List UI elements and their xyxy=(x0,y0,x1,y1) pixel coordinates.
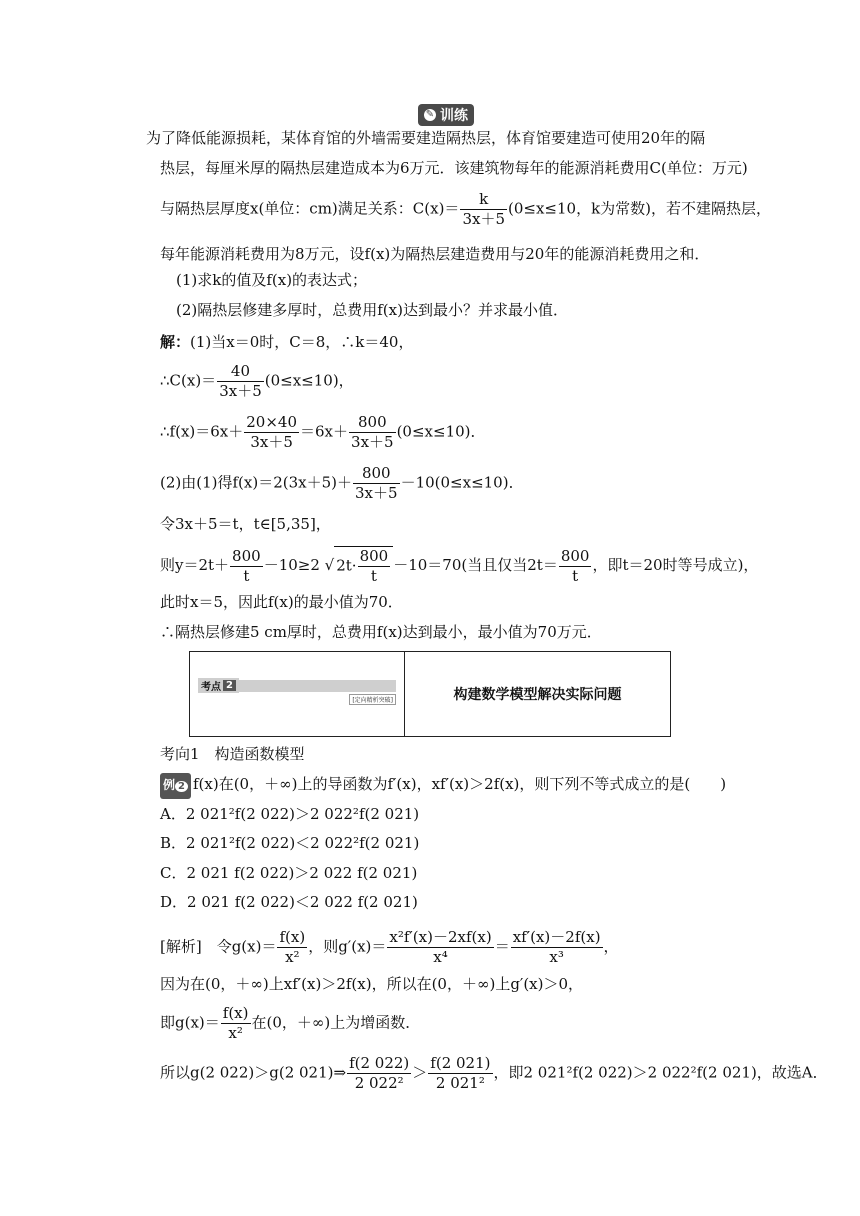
question-1: (1)求k的值及f(x)的表达式； xyxy=(176,271,368,289)
section-title: 构建数学模型解决实际问题 xyxy=(453,687,622,703)
kaodian-label: 考点 2 xyxy=(198,678,239,693)
solution-line: 则y＝2t＋ $\frac{800}{t}$ －10≥2 √ 2t· $\frac{800}{t}$ －10＝70(当且仅当2t＝ $\frac{800}{t}$ ，即t＝20时等号成立)， xyxy=(160,546,759,585)
solution-line: ∴隔热层修建5 cm厚时，总费用f(x)达到最小，最小值为70万元． xyxy=(160,623,602,641)
example-tag: 例 2 xyxy=(160,773,191,799)
solution-line: 解：(1)当x＝0时，C＝8，∴k＝40， xyxy=(160,333,414,351)
problem-line: 每年能源消耗费用为8万元，设f(x)为隔热层建造费用与20年的能源消耗费用之和． xyxy=(160,245,710,263)
problem-line: 与隔热层厚度x(单位：cm)满足关系：C(x)＝ $\frac{k}{3x+5}$ (0≤x≤10，k为常数)，若不建隔热层， xyxy=(160,190,772,228)
analysis-line: [解析] 令g(x)＝ $\frac{f(x)}{\text{x²}}$ ，则g′(x)＝ $\frac{\text{x²f′(x)－2xf(x)}}{\text{x⁴}}$ ＝ $\frac{xf'(x)-2f(x)}{\text{x³}}$ ， xyxy=(160,928,619,966)
analysis-line: 所以g(2 022)＞g(2 021)⇒ $\frac{f(2 022)}{\text{2 022²}}$ ＞ $\frac{f(2 021)}{\text{2 021²}}$ ，即2 021²f(2 022)＞2 022²f(2 021)，故选A． xyxy=(160,1054,828,1092)
solution-line: (2)由(1)得f(x)＝2(3x＋5)＋ $\frac{800}{3x+5}$ －10(0≤x≤10)． xyxy=(160,464,524,502)
option-c: C．2 021 f(2 022)＞2 022 f(2 021) xyxy=(160,864,418,882)
badge-label: 训练 xyxy=(440,108,468,124)
solution-line: 令3x＋5＝t，t∈[5,35]， xyxy=(160,515,331,533)
analysis-line: 即g(x)＝ $\frac{f(x)}{\text{x²}}$ 在(0，＋∞)上为增函数． xyxy=(160,1004,421,1042)
option-a: A．2 021²f(2 022)＞2 022²f(2 021) xyxy=(160,805,420,823)
direction-heading: 考向1 构造函数模型 xyxy=(160,745,305,763)
pencil-icon: ✎ xyxy=(425,109,435,120)
example-stem: 例 2 f(x)在(0，＋∞)上的导函数为f′(x)，xf′(x)＞2f(x)，则下列不等式成立的是( ) xyxy=(160,772,726,799)
section-header-table xyxy=(189,651,671,737)
solution-line: ∴f(x)＝6x＋ $\frac{20\times 40}{3x+5}$ ＝6x＋ $\frac{800}{3x+5}$ (0≤x≤10)． xyxy=(160,413,486,451)
option-b: B．2 021²f(2 022)＜2 022²f(2 021) xyxy=(160,834,420,852)
question-2: (2)隔热层修建多厚时，总费用f(x)达到最小？并求最小值． xyxy=(176,301,568,319)
option-d: D．2 021 f(2 022)＜2 022 f(2 021) xyxy=(160,893,418,911)
kaodian-subtitle: [定向精析突破] xyxy=(349,694,396,705)
sqrt-sign: √ xyxy=(324,556,335,574)
training-badge xyxy=(418,104,474,126)
problem-line: 为了降低能源损耗，某体育馆的外墙需要建造隔热层，体育馆要建造可使用20年的隔 xyxy=(146,129,706,147)
analysis-line: 因为在(0，＋∞)上xf′(x)＞2f(x)，所以在(0，＋∞)上g′(x)＞0， xyxy=(160,975,584,993)
kaodian-cell xyxy=(190,652,405,736)
problem-line: 热层，每厘米厚的隔热层建造成本为6万元．该建筑物每年的能源消耗费用C(单位：万元) xyxy=(160,159,748,177)
solution-line: ∴C(x)＝ $\frac{40}{3x+5}$ (0≤x≤10)， xyxy=(160,362,354,400)
solution-line: 此时x＝5，因此f(x)的最小值为70． xyxy=(160,593,403,611)
